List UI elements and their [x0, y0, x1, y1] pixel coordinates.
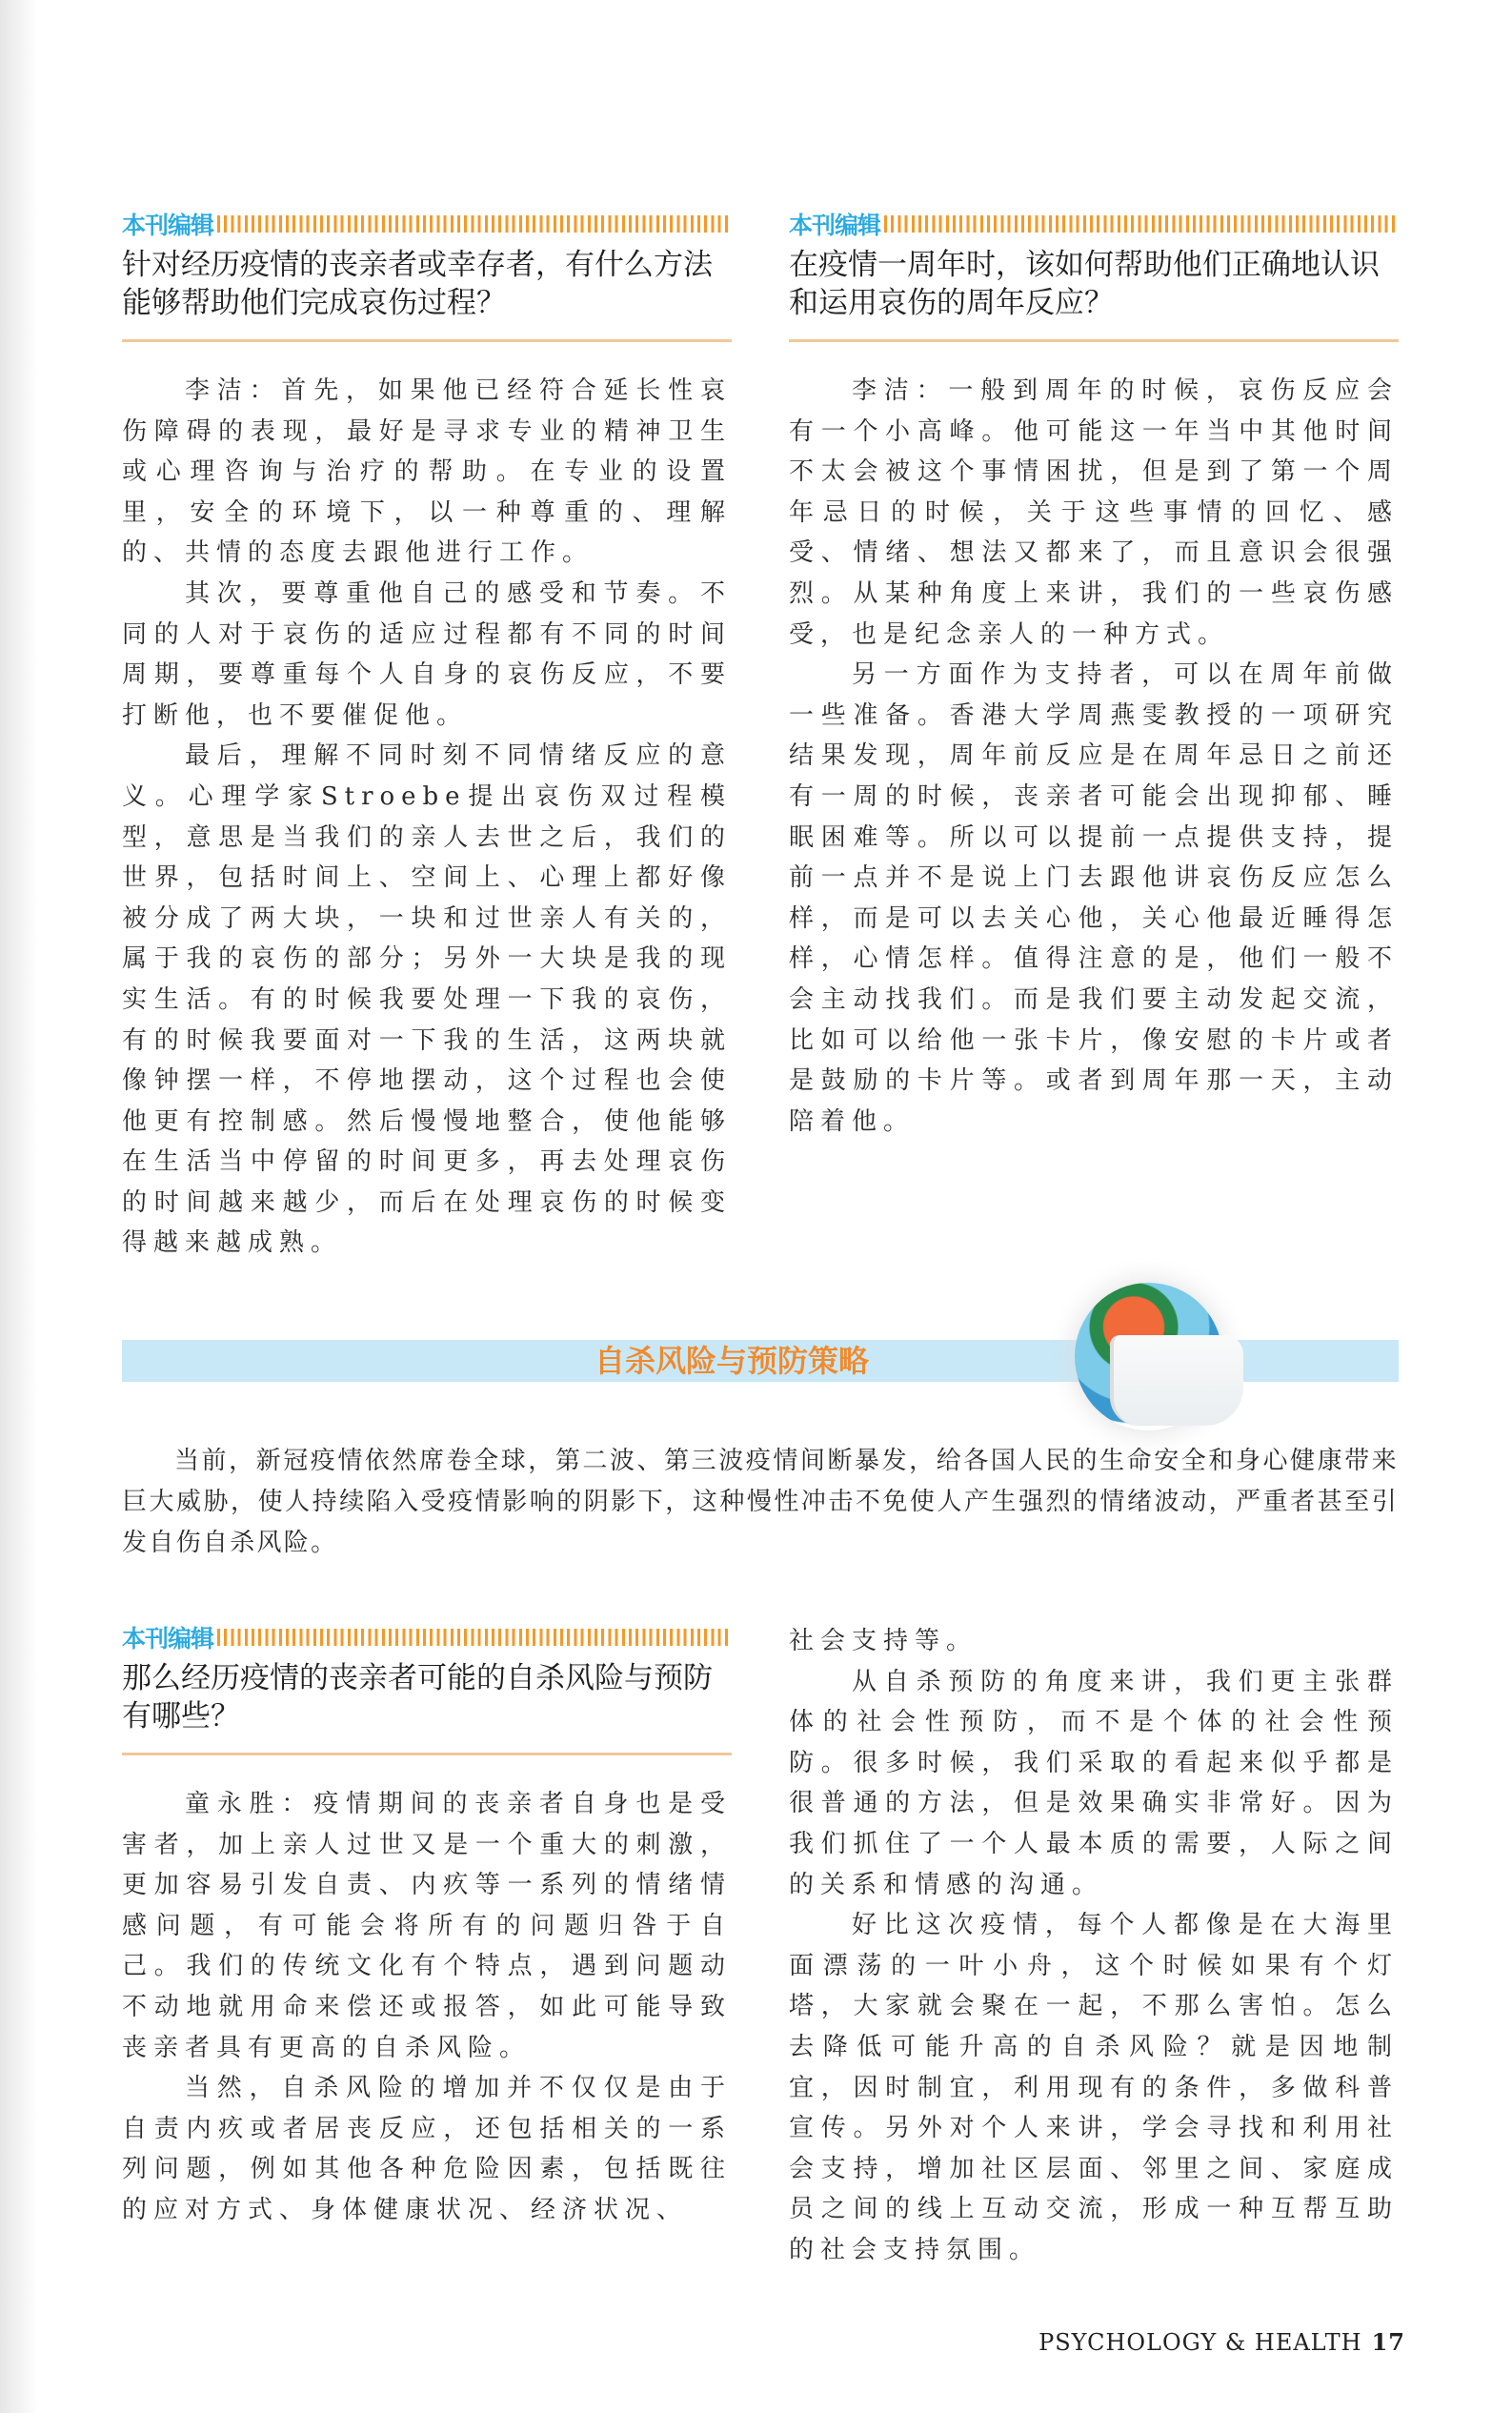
divider — [122, 1753, 732, 1755]
paragraph-continued: 社会支持等。 — [789, 1627, 978, 1656]
divider — [789, 339, 1399, 342]
qa-section-suicide-risk-continued — [789, 1621, 1399, 2271]
paragraph: 另一方面作为支持者，可以在周年前做一些准备。香港大学周燕雯教授的一项研究结果发现，周年前反应是在周年忌日之前还有一周的时候，丧亲者可能会出现抑郁、睡眠困难等。所以可以提前一点提供支持，提前一点并不是说上门去跟他讲哀伤反应怎么样，而是可以去关心他，关心他最近睡得怎样，心情怎样。值得注意的是，他们一般不会主动找我们。而是我们要主动发起交流，比如可以给他一张卡片，像安慰的卡片或者是鼓励的卡片等。或者到周年那一天，主动陪着他。 — [789, 660, 1399, 1136]
magazine-name: PSYCHOLOGY & HEALTH — [1038, 2328, 1362, 2356]
editor-label: 本刊编辑 — [122, 1625, 214, 1653]
section-band-wrapper — [122, 1340, 1399, 1382]
editor-label: 本刊编辑 — [789, 212, 881, 239]
tick-decoration — [884, 215, 1399, 233]
question-title: 针对经历疫情的丧亲者或幸存者，有什么方法能够帮助他们完成哀伤过程？ — [122, 248, 713, 320]
section-title: 自杀风险与预防策略 — [594, 1343, 869, 1380]
paragraph: 当然，自杀风险的增加并不仅仅是由于自责内疚或者居丧反应，还包括相关的一系列问题，例如其他各种危险因素，包括既往的应对方式、身体健康状况、经济状况、 — [122, 2074, 732, 2224]
intro-paragraph: 当前，新冠疫情依然席卷全球，第二波、第三波疫情间断暴发，给各国人民的生命安全和身心健康带来巨大威胁，使人持续陷入受疫情影响的阴影下，这种慢性冲击不免使人产生强烈的情绪波动，严重者甚至引发自伤自杀风险。 — [122, 1447, 1399, 1558]
qa-section-grief-process — [122, 208, 732, 1264]
divider — [122, 339, 732, 342]
question-title: 在疫情一周年时，该如何帮助他们正确地认识和运用哀伤的周年反应？ — [789, 248, 1380, 320]
paragraph: 李洁：首先，如果他已经符合延长性哀伤障碍的表现，最好是寻求专业的精神卫生或心理咨询与治疗的帮助。在专业的设置里，安全的环境下，以一种尊重的、理解的、共情的态度去跟他进行工作。 — [122, 376, 732, 568]
question-title: 那么经历疫情的丧亲者可能的自杀风险与预防有哪些？ — [122, 1661, 713, 1734]
paragraph: 好比这次疫情，每个人都像是在大海里面漂荡的一叶小舟，这个时候如果有个灯塔，大家就会聚在一起，不那么害怕。怎么去降低可能升高的自杀风险？就是因地制宜，因时制宜，利用现有的条件，多做科普宣传。另外对个人来讲，学会寻找和利用社会支持，增加社区层面、邻里之间、家庭成员之间的线上互动交流，形成一种互帮互助的社会支持氛围。 — [789, 1911, 1399, 2264]
paragraph: 最后，理解不同时刻不同情绪反应的意义。心理学家Stroebe提出哀伤双过程模型，意思是当我们的亲人去世之后，我们的世界，包括时间上、空间上、心理上都好像被分成了两大块，一块和过世亲人有关的，属于我的哀伤的部分；另外一大块是我的现实生活。有的时候我要处理一下我的哀伤，有的时候我要面对一下我的生活，这两块就像钟摆一样，不停地摆动，这个过程也会使他更有控制感。然后慢慢地整合，使他能够在生活当中停留的时间更多，再去处理哀伤的时间越来越少，而后在处理哀伤的时候变得越来越成熟。 — [122, 741, 732, 1258]
page-footer — [122, 2328, 1405, 2356]
paragraph: 其次，要尊重他自己的感受和节奏。不同的人对于哀伤的适应过程都有不同的时间周期，要尊重每个人自身的哀伤反应，不要打断他，也不要催促他。 — [122, 578, 732, 730]
qa-section-suicide-risk — [122, 1621, 732, 2231]
paragraph: 童永胜：疫情期间的丧亲者自身也是受害者，加上亲人过世又是一个重大的刺激，更加容易引发自责、内疚等一系列的情绪情感问题，有可能会将所有的问题归咎于自己。我们的传统文化有个特点，遇到问题动不动地就用命来偿还或报答，如此可能导致丧亲者具有更高的自杀风险。 — [122, 1790, 732, 2062]
tick-decoration — [217, 215, 732, 233]
tick-decoration — [217, 1629, 732, 1646]
bottom-row — [122, 1621, 1399, 2271]
paragraph: 从自杀预防的角度来讲，我们更主张群体的社会性预防，而不是个体的社会性预防。很多时候，我们采取的看起来似乎都是很普通的方法，但是效果确实非常好。因为我们抓住了一个人最本质的需要，人际之间的关系和情感的沟通。 — [789, 1667, 1399, 1899]
page-number: 17 — [1371, 2327, 1405, 2356]
top-row — [122, 208, 1399, 1264]
qa-section-anniversary — [789, 208, 1399, 1142]
editor-label: 本刊编辑 — [122, 212, 214, 239]
paragraph: 李洁：一般到周年的时候，哀伤反应会有一个小高峰。他可能这一年当中其他时间不太会被这个事情困扰，但是到了第一个周年忌日的时候，关于这些事情的回忆、感受、情绪、想法又都来了，而且意识会很强烈。从某种角度上来讲，我们的一些哀伤感受，也是纪念亲人的一种方式。 — [789, 376, 1399, 649]
